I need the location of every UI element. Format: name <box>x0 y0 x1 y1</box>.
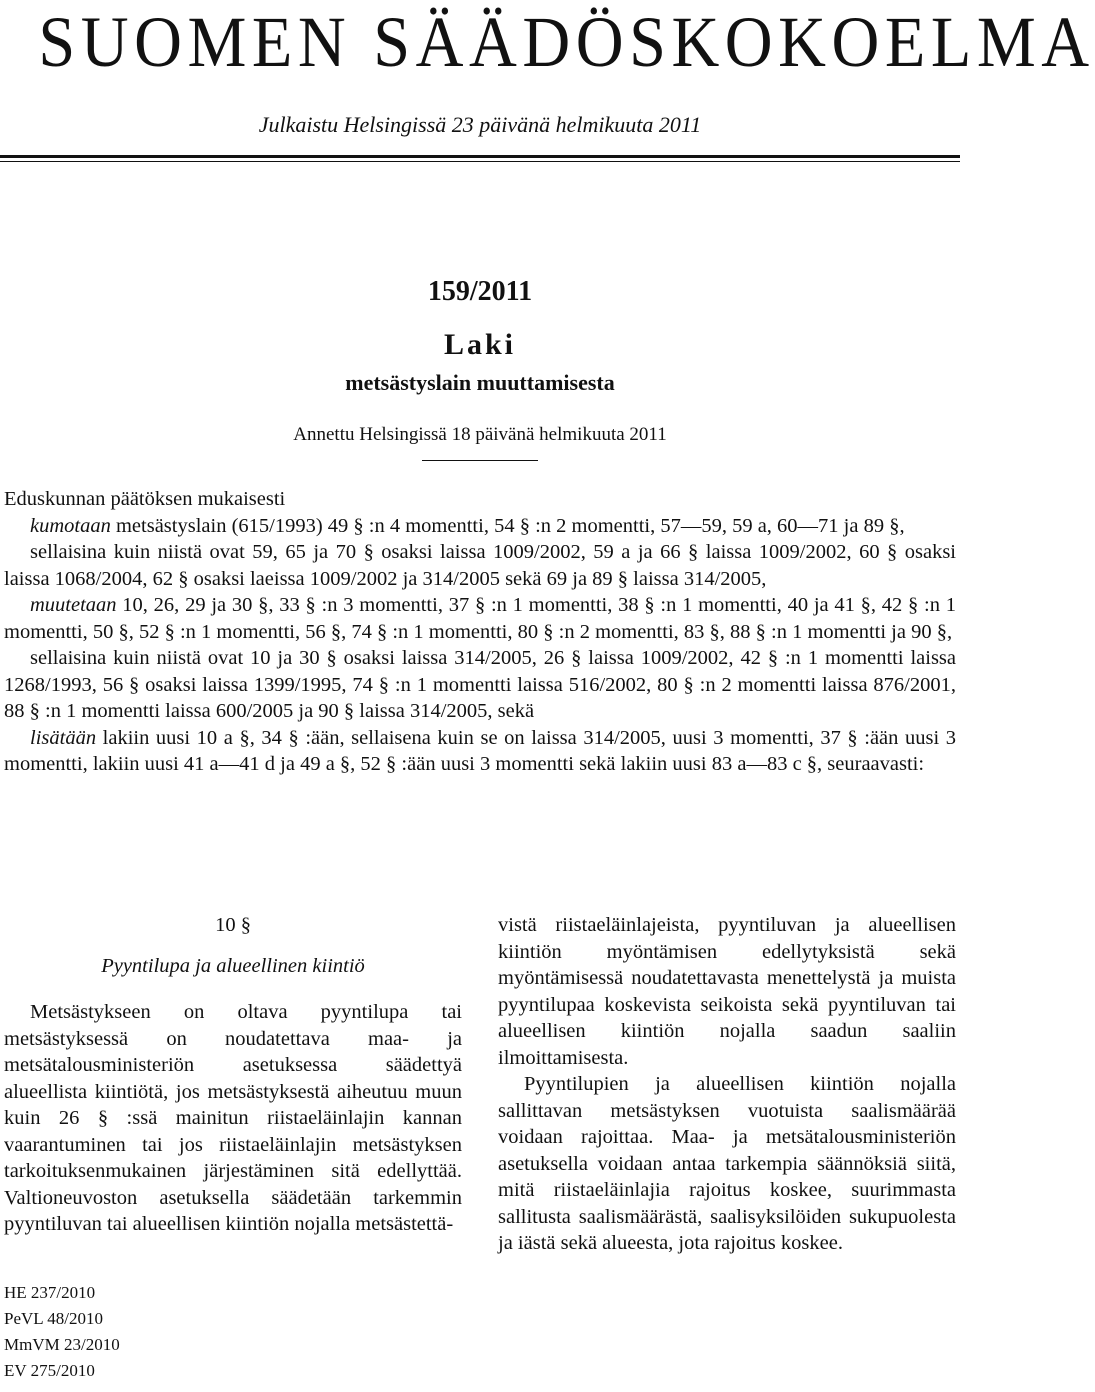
law-number: 159/2011 <box>427 276 533 307</box>
law-title: metsästyslain muuttamisesta <box>345 370 615 395</box>
given-date: Annettu Helsingissä 18 päivänä helmikuuta 2011 <box>293 424 667 445</box>
section-paragraph-1-end: vistä riistaeläinlajeista, pyyntiluvan ja alueellisen kiintiön myöntämisen edellytyksistä sekä myöntämisessä noudatettavasta menettelystä ja muista pyyntilupaa koskevista seikoista sekä pyyntiluvan tai alueellisen kiintiön nojalla saadun saaliin ilmoittamisesta. <box>498 914 956 1069</box>
preamble-amend <box>4 592 956 645</box>
reference-item: PeVL 48/2010 <box>4 1309 104 1328</box>
law-type: Laki <box>443 328 517 361</box>
section-paragraph-1-start: Metsästykseen on oltava pyyntilupa tai metsästyksessä on noudatettava maa- ja metsätalousministeriön asetuksessa säädettyä alueellista kiintiötä, jos metsästyksestä aiheutuu muun kuin 26 § :ssä mainitun riistaeläinlajin kannan vaarantuminen tai jos riistaeläinlajin metsästyksen tarkoituksenmukainen järjestäminen sitä edellyttää. Valtioneuvoston asetuksella säädetään tarkemmin pyyntiluvan tai alueellisen kiintiön nojalla metsästettä- <box>4 1001 462 1235</box>
header-rule-thin <box>0 161 960 162</box>
repeal-text: metsästyslain (615/1993) 49 § :n 4 momentti, 54 § :n 2 momentti, 57—59, 59 a, 60—71 ja 89 §, <box>110 514 905 537</box>
masthead: SUOMEN SÄÄDÖSKOKOELMA <box>38 2 1095 82</box>
preamble-add <box>4 725 956 778</box>
column-right <box>498 912 956 1257</box>
section-heading: Pyyntilupa ja alueellinen kiintiö <box>101 954 365 977</box>
publication-date: Julkaistu Helsingissä 23 päivänä helmikuuta 2011 <box>258 112 702 137</box>
preamble-intro: Eduskunnan päätöksen mukaisesti <box>4 488 286 510</box>
header-rule-thick <box>0 155 960 158</box>
amend-detail: sellaisina kuin niistä ovat 10 ja 30 § osaksi laissa 314/2005, 26 § laissa 1009/2002, 42 § :n 1 momentti laissa 1268/1993, 56 § osaksi laissa 1399/1995, 74 § :n 1 momentti laissa 516/2002, 80 § :n 2 momentti laissa 876/2001, 88 § :n 1 momentti laissa 600/2005 ja 90 § laissa 314/2005, sekä <box>4 647 956 722</box>
title-divider <box>422 460 538 461</box>
preamble <box>4 486 956 778</box>
keyword-muutetaan: muutetaan <box>30 594 117 616</box>
section-number: 10 § <box>215 914 251 936</box>
amend-text: 10, 26, 29 ja 30 §, 33 § :n 3 momentti, 37 § :n 1 momentti, 38 § :n 1 momentti, 40 ja 41 §, 42 § :n 1 momentti, 50 §, 52 § :n 1 momentti, 56 §, 74 § :n 1 momentti, 80 § :n 2 momentti, 83 §, 88 § :n 1 momentti ja 90 §, <box>4 594 956 643</box>
reference-item: MmVM 23/2010 <box>4 1335 120 1354</box>
keyword-lisataan: lisätään <box>30 726 97 749</box>
preamble-repeal <box>4 513 956 540</box>
repeal-detail: sellaisina kuin niistä ovat 59, 65 ja 70 § osaksi laissa 1009/2002, 59 a ja 66 § laissa 1009/2002, 60 § osaksi laissa 1068/2004, 62 § osaksi laeissa 1009/2002 ja 314/2005 sekä 69 ja 89 § laissa 314/2005, <box>4 541 956 590</box>
reference-item: HE 237/2010 <box>4 1283 96 1302</box>
column-left <box>4 912 462 1238</box>
keyword-kumotaan: kumotaan <box>30 514 111 537</box>
add-text: lakiin uusi 10 a §, 34 § :ään, sellaisena kuin se on laissa 314/2005, uusi 3 momentti, 37 § :ään uusi 3 momentti, lakiin uusi 41 a—41 d ja 49 a §, 52 § :ään uusi 3 momentti sekä lakiin uusi 83 a—83 c §, seuraavasti: <box>4 726 956 775</box>
section-paragraph-2: Pyyntilupien ja alueellisen kiintiön nojalla sallittavan metsästyksen vuotuista saalismäärää voidaan rajoittaa. Maa- ja metsätalousministeriön asetuksella voidaan antaa tarkempia säännöksiä siitä, mitä riistaeläinlajia rajoitus koskee, suurimmasta sallitusta saalismäärästä, saalisyksilöiden sukupuolesta ja iästä sekä alueesta, jota rajoitus koskee. <box>498 1073 956 1254</box>
reference-item: EV 275/2010 <box>4 1361 95 1380</box>
legislative-references <box>4 1280 120 1384</box>
